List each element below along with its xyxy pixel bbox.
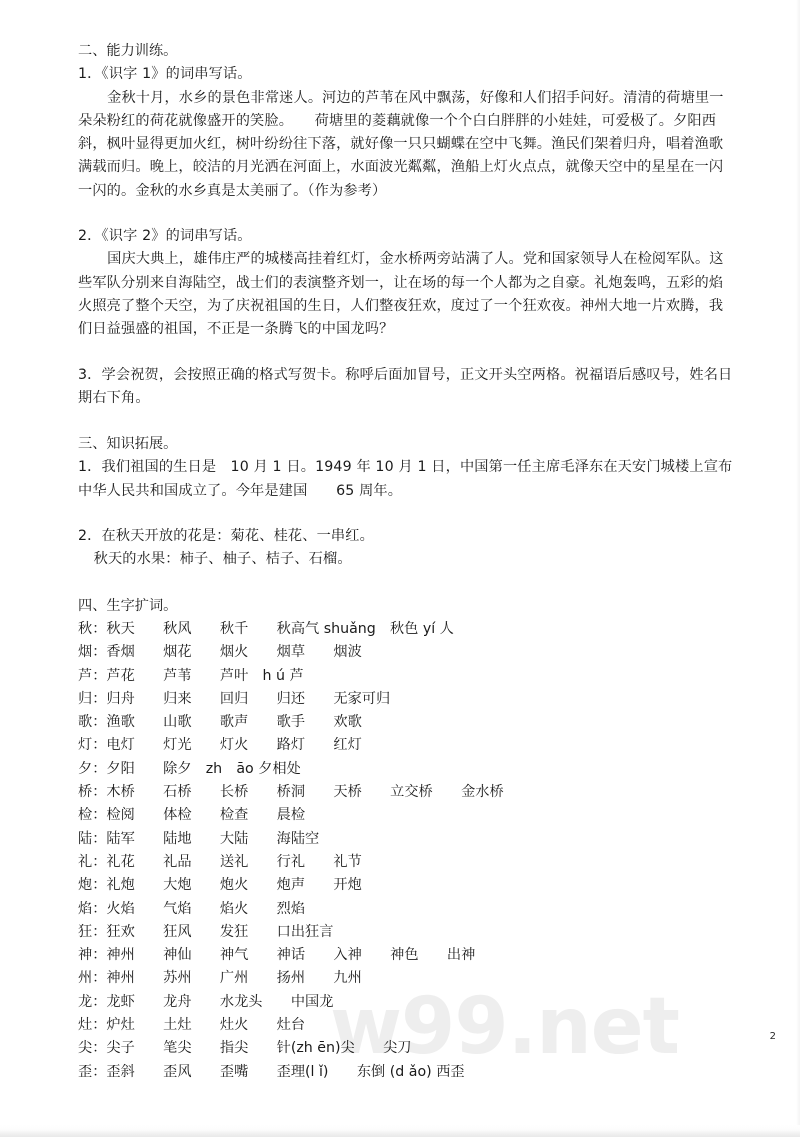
section-two-item2-body: 国庆大典上，雄伟庄严的城楼高挂着红灯，金水桥两旁站满了人。党和国家领导人在检阅军队。这些军队分别来自海陆空，战士们的表演整齐划一，让在场的每一个人都为之自豪。礼炮轰鸣，五彩的焰火照亮了整个天空，为了庆祝祖国的生日，人们整夜狂欢，度过了一个狂欢夜。神州大地一片欢腾，我们日益强盛的祖国，不正是一条腾飞的中国龙吗？ bbox=[78, 251, 724, 338]
vocabulary-row: 礼：礼花 礼品 送礼 行礼 礼节 bbox=[78, 853, 362, 870]
vocabulary-row: 焰：火焰 气焰 焰火 烈焰 bbox=[78, 900, 306, 917]
vocabulary-row: 烟：香烟 烟花 烟火 烟草 烟波 bbox=[78, 644, 362, 661]
section-three-heading: 三、知识拓展。 bbox=[78, 436, 178, 453]
vocabulary-row: 州：神州 苏州 广州 扬州 九州 bbox=[78, 970, 362, 987]
page-number: 2 bbox=[769, 1031, 776, 1042]
vocabulary-row: 歌：渔歌 山歌 歌声 歌手 欢歌 bbox=[78, 714, 362, 731]
vocabulary-row: 炮：礼炮 大炮 炮火 炮声 开炮 bbox=[78, 877, 362, 894]
section-three-item1: 1．我们祖国的生日是 10 月 1 日。1949 年 10 月 1 日，中国第一任主席毛泽东在天安门城楼上宣布中华人民共和国成立了。今年是建国 65 周年。 bbox=[78, 459, 733, 499]
section-two-item3: 3．学会祝贺，会按照正确的格式写贺卡。称呼后面加冒号，正文开头空两格。祝福语后感叹号，姓名日期右下角。 bbox=[78, 366, 733, 406]
vocabulary-row: 陆：陆军 陆地 大陆 海陆空 bbox=[78, 830, 320, 847]
vocabulary-row: 尖：尖子 笔尖 指尖 针(zh ēn)尖 尖刀 bbox=[78, 1040, 412, 1057]
section-two-item1-body: 金秋十月，水乡的景色非常迷人。河边的芦苇在风中飘荡，好像和人们招手问好。清清的荷塘里一朵朵粉红的荷花就像盛开的笑脸。 荷塘里的菱藕就像一个个白白胖胖的小娃娃，可爱极了。夕阳西斜，枫叶显得更加火红，树叶纷纷往下落，就好像一只只蝴蝶在空中飞舞。渔民们架着归舟，唱着渔歌满载而归。晚上，皎洁的月光洒在河面上，水面波光粼粼，渔船上灯火点点，就像天空中的星星在一闪一闪的。金秋的水乡真是太美丽了。（作为参考） bbox=[78, 89, 724, 199]
page-edge-right bbox=[796, 0, 800, 1137]
vocabulary-row: 灯：电灯 灯光 灯火 路灯 红灯 bbox=[78, 737, 362, 754]
document-content bbox=[78, 40, 736, 1084]
vocabulary-row: 狂：狂欢 狂风 发狂 口出狂言 bbox=[78, 923, 334, 940]
spacer bbox=[78, 572, 736, 595]
vocabulary-row: 神：神州 神仙 神气 神话 入神 神色 出神 bbox=[78, 947, 476, 964]
vocabulary-row: 芦：芦花 芦苇 芦叶 h ú 芦 bbox=[78, 667, 304, 684]
spacer bbox=[78, 203, 736, 225]
vocabulary-row: 龙：龙虾 龙舟 水龙头 中国龙 bbox=[78, 993, 334, 1010]
vocabulary-row: 桥：木桥 石桥 长桥 桥洞 天桥 立交桥 金水桥 bbox=[78, 784, 504, 801]
vocabulary-row: 检：检阅 体检 检查 晨检 bbox=[78, 807, 306, 824]
section-two-item2-title: 2．《识字 2》的词串写话。 bbox=[78, 228, 252, 245]
section-two-item1-title: 1．《识字 1》的词串写话。 bbox=[78, 66, 252, 83]
section-three-item2-flowers: 2．在秋天开放的花是：菊花、桂花、一串红。 bbox=[78, 528, 374, 545]
vocabulary-list bbox=[78, 618, 736, 1084]
section-four-heading: 四、生字扩词。 bbox=[78, 597, 178, 614]
vocabulary-row: 夕：夕阳 除夕 zh āo 夕相处 bbox=[78, 760, 301, 777]
vocabulary-row: 归：归舟 归来 回归 归还 无家可归 bbox=[78, 690, 391, 707]
vocabulary-row: 秋：秋天 秋风 秋千 秋高气 shuǎng 秋色 yí 人 bbox=[78, 620, 454, 637]
page-edge-bottom bbox=[0, 1125, 800, 1137]
site-watermark: w99.net bbox=[330, 982, 679, 1072]
section-two-heading: 二、能力训练。 bbox=[78, 43, 178, 59]
spacer bbox=[78, 410, 736, 433]
spacer bbox=[78, 342, 736, 364]
spacer bbox=[78, 503, 736, 525]
vocabulary-row: 歪：歪斜 歪风 歪嘴 歪理(l ǐ) 东倒 (d ǎo) 西歪 bbox=[78, 1063, 465, 1080]
section-three-item2-fruits: 秋天的水果：柿子、柚子、桔子、石榴。 bbox=[93, 551, 352, 568]
vocabulary-row: 灶：炉灶 土灶 灶火 灶台 bbox=[78, 1016, 306, 1033]
